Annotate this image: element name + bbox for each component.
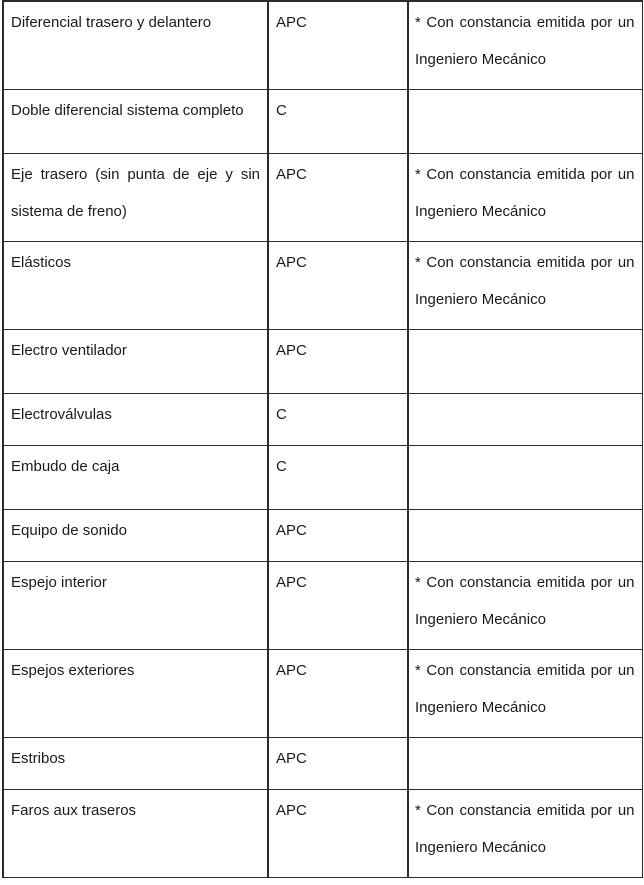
table-row: [3, 561, 642, 649]
table-row: [3, 737, 642, 789]
component-cell: Eje trasero (sin punta de eje y sin sistema de freno): [3, 153, 268, 241]
table-row: [3, 445, 642, 509]
note-cell: [408, 445, 642, 509]
code-cell: APC: [268, 509, 408, 561]
table-row: [3, 329, 642, 393]
components-table: [2, 0, 643, 878]
note-cell: [408, 509, 642, 561]
note-cell: * Con constancia emitida por un Ingeniero Mecánico: [408, 241, 642, 329]
note-cell: * Con constancia emitida por un Ingeniero Mecánico: [408, 1, 642, 89]
code-cell: APC: [268, 789, 408, 877]
note-cell: * Con constancia emitida por un Ingeniero Mecánico: [408, 649, 642, 737]
component-cell: Equipo de sonido: [3, 509, 268, 561]
table-row: [3, 509, 642, 561]
table-row: [3, 789, 642, 877]
code-cell: APC: [268, 649, 408, 737]
code-cell: APC: [268, 1, 408, 89]
table-row: [3, 393, 642, 445]
component-cell: Estribos: [3, 737, 268, 789]
note-cell: [408, 393, 642, 445]
note-cell: [408, 329, 642, 393]
note-cell: * Con constancia emitida por un Ingeniero Mecánico: [408, 789, 642, 877]
note-cell: * Con constancia emitida por un Ingeniero Mecánico: [408, 561, 642, 649]
note-cell: [408, 89, 642, 153]
code-cell: APC: [268, 329, 408, 393]
component-cell: Diferencial trasero y delantero: [3, 1, 268, 89]
component-cell: Doble diferencial sistema completo: [3, 89, 268, 153]
code-cell: APC: [268, 241, 408, 329]
component-cell: Electroválvulas: [3, 393, 268, 445]
component-cell: Electro ventilador: [3, 329, 268, 393]
component-cell: Espejo interior: [3, 561, 268, 649]
table-row: [3, 1, 642, 89]
component-cell: Elásticos: [3, 241, 268, 329]
note-cell: [408, 737, 642, 789]
component-cell: Faros aux traseros: [3, 789, 268, 877]
code-cell: APC: [268, 561, 408, 649]
code-cell: APC: [268, 737, 408, 789]
table-row: [3, 89, 642, 153]
component-cell: Embudo de caja: [3, 445, 268, 509]
table-row: [3, 241, 642, 329]
code-cell: C: [268, 393, 408, 445]
code-cell: C: [268, 89, 408, 153]
code-cell: APC: [268, 153, 408, 241]
code-cell: C: [268, 445, 408, 509]
component-cell: Espejos exteriores: [3, 649, 268, 737]
note-cell: * Con constancia emitida por un Ingeniero Mecánico: [408, 153, 642, 241]
table-row: [3, 649, 642, 737]
table-row: [3, 153, 642, 241]
